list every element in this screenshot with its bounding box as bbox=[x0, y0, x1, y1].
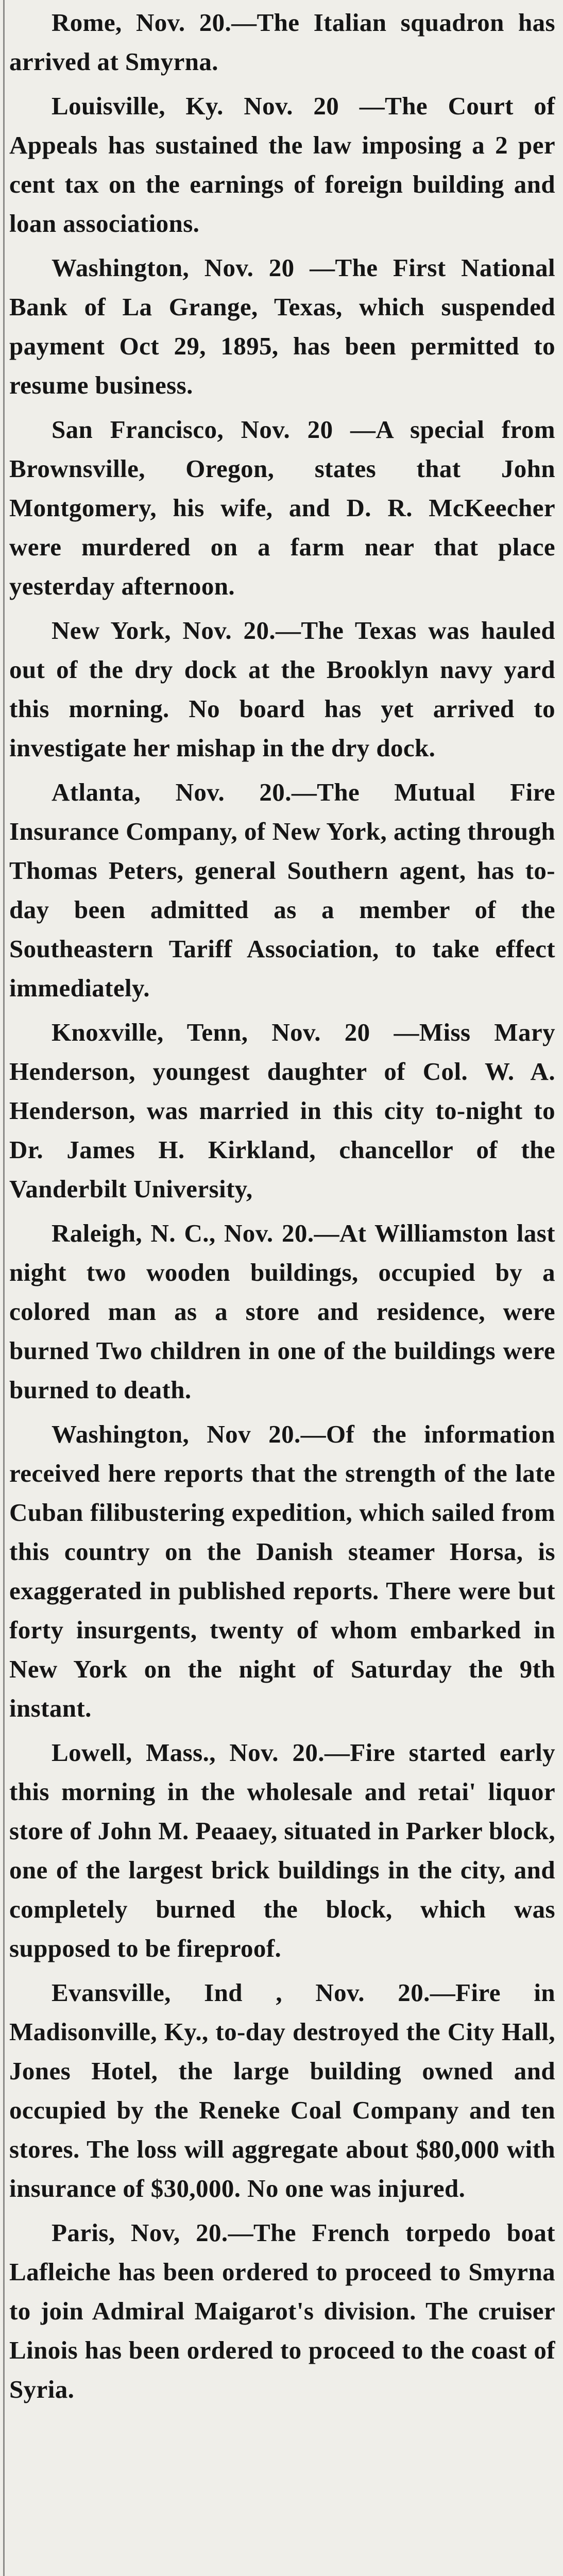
news-item-washington-bank bbox=[9, 248, 555, 405]
news-item-louisville bbox=[9, 87, 555, 243]
news-column bbox=[9, 3, 555, 2409]
news-text: The French torpedo boat Lafleiche has been ordered to proceed to Smyrna to join Admiral Maigarot's division. The cruiser Linois has been ordered to proceed to the coast of Syria. bbox=[9, 2218, 555, 2403]
dateline: New York, Nov. 20.— bbox=[52, 616, 301, 645]
news-text: The Italian squadron has arrived at Smyrna. bbox=[9, 8, 556, 76]
news-text: The Court of Appeals has sustained the law imposing a 2 per cent tax on the earnings of foreign building and loan associations. bbox=[9, 92, 555, 238]
news-item-raleigh bbox=[9, 1214, 555, 1410]
news-text: The Mutual Fire Insurance Company, of New York, acting through Thomas Peters, general Southern agent, has to-day been admitted as a member of the Southeastern Tariff Association, to take effect immediately. bbox=[9, 778, 555, 1002]
news-text: The Texas was hauled out of the dry dock at the Brooklyn navy yard this morning. No board has yet arrived to investigate her mishap in the dry dock. bbox=[9, 616, 555, 762]
news-item-knoxville bbox=[9, 1013, 555, 1209]
dateline: Evansville, Ind , Nov. 20.— bbox=[52, 1978, 456, 2007]
news-item-atlanta bbox=[9, 773, 555, 1008]
news-text: The First National Bank of La Grange, Texas, which suspended payment Oct 29, 1895, has been permitted to resume business. bbox=[9, 253, 555, 399]
news-text: Miss Mary Henderson, youngest daughter of Col. W. A. Henderson, was married in this city to-night to Dr. James H. Kirkland, chancellor of the Vanderbilt University, bbox=[9, 1018, 555, 1203]
dateline: Louisville, Ky. Nov. 20 — bbox=[52, 92, 385, 120]
news-text: Fire started early this morning in the wholesale and retai' liquor store of John M. Peaaey, situated in Parker block, one of the largest brick buildings in the city, and completely burned the block, which was supposed to be fireproof. bbox=[9, 1738, 556, 1962]
news-item-rome bbox=[9, 3, 555, 81]
dateline: Knoxville, Tenn, Nov. 20 — bbox=[52, 1018, 419, 1046]
news-text: Of the information received here reports that the strength of the late Cuban filibustering expedition, which sailed from this country on the Danish steamer Horsa, is exaggerated in published reports. There were but forty insurgents, twenty of whom embarked in New York on the night of Saturday the 9th instant. bbox=[9, 1420, 555, 1722]
dateline: San Francisco, Nov. 20 — bbox=[52, 415, 376, 444]
news-item-new-york bbox=[9, 611, 555, 768]
news-item-paris bbox=[9, 2213, 555, 2409]
dateline: Washington, Nov 20.— bbox=[52, 1420, 327, 1448]
dateline: Raleigh, N. C., Nov. 20.— bbox=[52, 1219, 339, 1247]
dateline: Lowell, Mass., Nov. 20.— bbox=[52, 1738, 350, 1767]
dateline: Atlanta, Nov. 20.— bbox=[52, 778, 317, 806]
column-rule bbox=[3, 0, 5, 2576]
news-text: Fire in Madisonville, Ky., to-day destroyed the City Hall, Jones Hotel, the large building owned and occupied by the Reneke Coal Company and ten stores. The loss will aggregate about $80,000 with insurance of $30,000. No one was injured. bbox=[9, 1978, 555, 2202]
dateline: Paris, Nov, 20.— bbox=[52, 2218, 253, 2247]
news-text: A special from Brownsville, Oregon, states that John Montgomery, his wife, and D. R. McKeecher were murdered on a farm near that place yesterday afternoon. bbox=[9, 415, 556, 600]
dateline: Rome, Nov. 20.— bbox=[52, 8, 257, 37]
news-item-san-francisco bbox=[9, 410, 555, 606]
news-text: At Williamston last night two wooden buildings, occupied by a colored man as a store and residence, were burned Two children in one of the buildings were burned to death. bbox=[9, 1219, 555, 1404]
news-item-washington-cuban bbox=[9, 1415, 555, 1728]
dateline: Washington, Nov. 20 — bbox=[52, 253, 335, 282]
news-item-evansville bbox=[9, 1973, 555, 2208]
news-item-lowell bbox=[9, 1733, 555, 1968]
